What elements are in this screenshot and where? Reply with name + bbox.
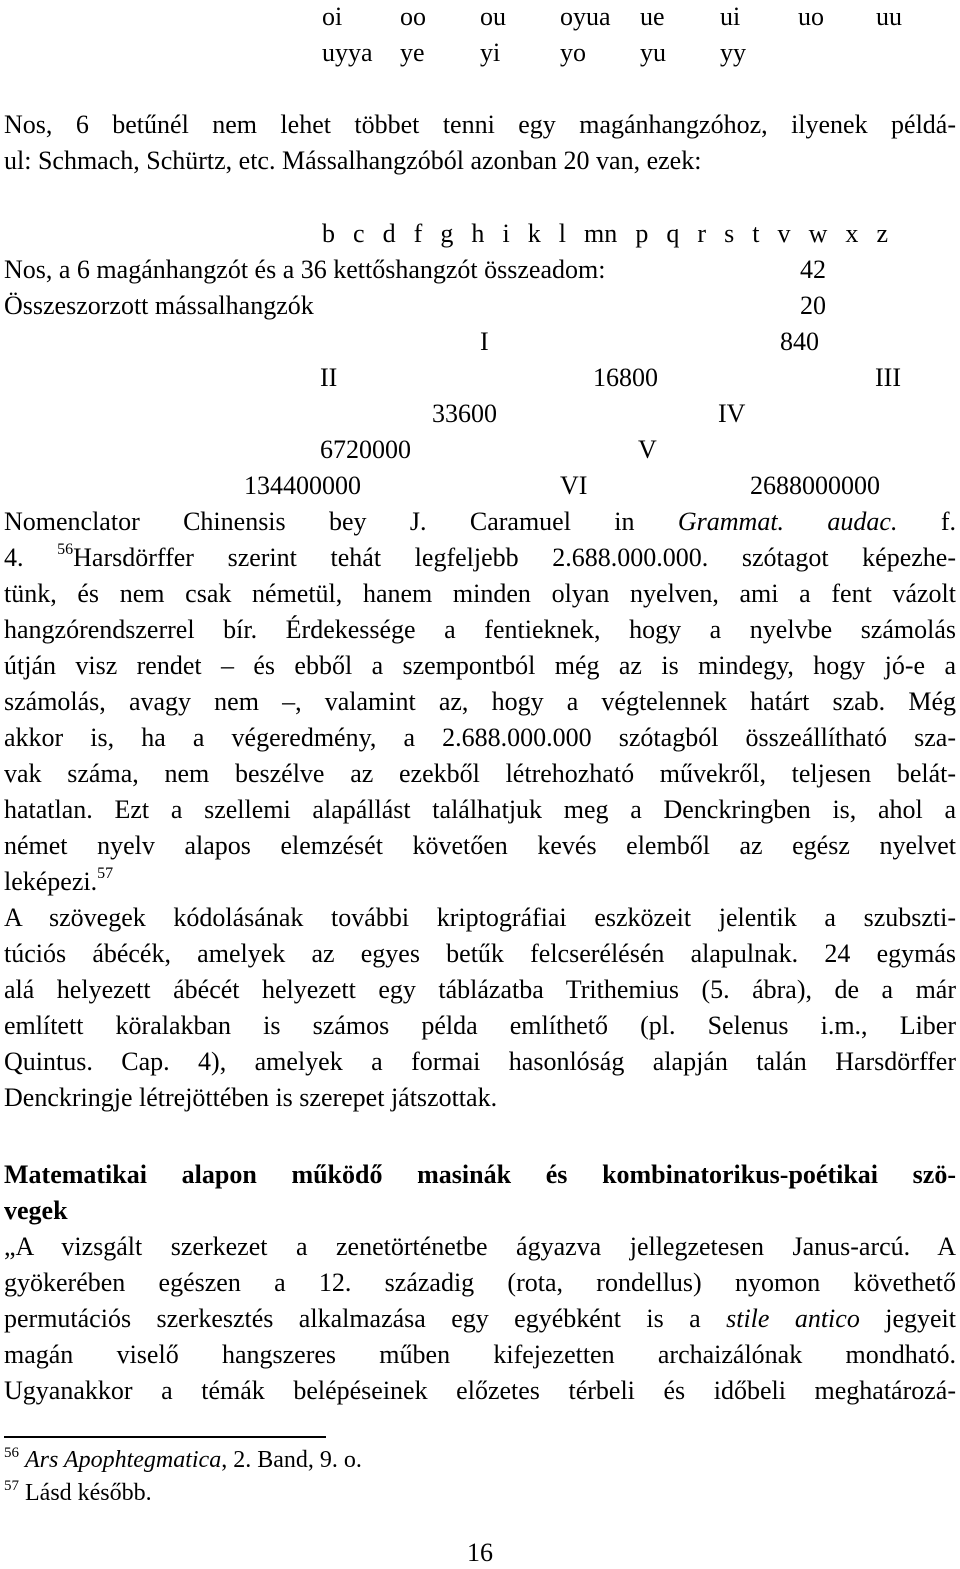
vowel-cell: oo	[400, 2, 426, 31]
text-line: Nomenclator Chinensis bey J. Caramuel in Grammat. audac. f.	[4, 507, 956, 536]
section-heading: vegek	[4, 1196, 68, 1225]
text-line: hangzórendszerrel bír. Érdekessége a fentieknek, hogy a nyelvbe számolás	[4, 615, 956, 644]
vowel-cell: uo	[798, 2, 824, 31]
text-line: túciós ábécék, amelyek az egyes betűk felcserélésén alapulnak. 24 egymás	[4, 939, 956, 968]
roman-numeral: I	[480, 327, 489, 356]
text-line: magán viselő hangszeres műben kifejezetten archaizálónak mondható.	[4, 1340, 956, 1369]
footnote-separator	[4, 1436, 326, 1438]
calc-value: 840	[780, 327, 819, 356]
text-line: Nos, 6 betűnél nem lehet többet tenni egy magánhangzóhoz, ilyenek példá-	[4, 110, 956, 139]
text-line: számolás, avagy nem –, valamint az, hogy a végtelennek határt szab. Még	[4, 687, 956, 716]
text-line: említett köralakban is számos példa említhető (pl. Selenus i.m., Liber	[4, 1011, 956, 1040]
vowel-cell: yy	[720, 38, 746, 67]
calc-value: 2688000000	[750, 471, 880, 500]
text-line: útján visz rendet – és ebből a szempontból még az is mindegy, hogy jó-e a	[4, 651, 956, 680]
footnote-ref: 57	[97, 865, 114, 882]
vowel-cell: ou	[480, 2, 506, 31]
text-line: Ugyanakkor a témák belépéseinek előzetes térbeli és időbeli meghatározá-	[4, 1376, 956, 1405]
calc-value: 6720000	[320, 435, 411, 464]
roman-numeral: V	[638, 435, 657, 464]
text-line: akkor is, ha a végeredmény, a 2.688.000.000 szótagból összeállítható sza-	[4, 723, 956, 752]
calc-value: 134400000	[244, 471, 361, 500]
text-line: gyökerében egészen a 12. századig (rota, rondellus) nyomon követhető	[4, 1268, 956, 1297]
calc-label: Nos, a 6 magánhangzót és a 36 kettőshangzót összeadom:	[4, 255, 606, 284]
vowel-cell: yo	[560, 38, 586, 67]
text-line: Denckringje létrejöttében is szerepet játszottak.	[4, 1083, 498, 1112]
calc-label: Összeszorzott mássalhangzók	[4, 291, 314, 320]
section-heading: Matematikai alapon működő masinák és kombinatorikus-poétikai szö-	[4, 1160, 956, 1189]
text-line: leképezi.$^{57}$	[4, 865, 114, 896]
calc-value: 20	[800, 291, 826, 320]
footnote: $^{57}$ Lásd később.	[4, 1478, 152, 1506]
vowel-cell: yi	[480, 38, 501, 67]
footnote-ref: 56	[57, 541, 74, 558]
text-line: ul: Schmach, Schürtz, etc. Mássalhangzóból azonban 20 van, ezek:	[4, 146, 702, 175]
text-line: tünk, és nem csak németül, hanem minden olyan nyelven, ami a fent vázolt	[4, 579, 956, 608]
calc-value: 42	[800, 255, 826, 284]
vowel-cell: oi	[322, 2, 343, 31]
text-line: vak száma, nem beszélve az ezekből létrehozható művekről, teljesen belát-	[4, 759, 956, 788]
text-line: alá helyezett ábécét helyezett egy táblázatba Trithemius (5. ábra), de a már	[4, 975, 956, 1004]
vowel-cell: ui	[720, 2, 741, 31]
page-number: 16	[467, 1538, 493, 1567]
text-line: német nyelv alapos elemzését követően kevés elemből az egész nyelvet	[4, 831, 956, 860]
text-line: A szövegek kódolásának további kriptográfiai eszközeit jelentik a szubszti-	[4, 903, 956, 932]
vowel-cell: uu	[876, 2, 902, 31]
calc-value: 16800	[593, 363, 658, 392]
vowel-cell: ye	[400, 38, 425, 67]
text-line: permutációs szerkesztés alkalmazása egy egyébként is a stile antico jegyeit	[4, 1304, 956, 1333]
text-line: 4. $^{56}$Harsdörffer szerint tehát legfeljebb 2.688.000.000. szótagot képezhe-	[4, 541, 956, 572]
footnote: $^{56}$ Ars Apophtegmatica, 2. Band, 9. o.	[4, 1445, 362, 1473]
roman-numeral: VI	[560, 471, 588, 500]
roman-numeral: IV	[718, 399, 746, 428]
text-line: hatatlan. Ezt a szellemi alapállást találhatjuk meg a Denckringben is, ahol a	[4, 795, 956, 824]
roman-numeral: II	[320, 363, 338, 392]
vowel-cell: oyua	[560, 2, 611, 31]
calc-value: 33600	[432, 399, 497, 428]
vowel-cell: uyya	[322, 38, 373, 67]
roman-numeral: III	[875, 363, 901, 392]
text-line: Quintus. Cap. 4), amelyek a formai hasonlóság alapján talán Harsdörffer	[4, 1047, 956, 1076]
consonant-list: b c d f g h i k l mn p q r s t v w x z	[322, 219, 888, 248]
vowel-cell: yu	[640, 38, 666, 67]
vowel-cell: ue	[640, 2, 665, 31]
text-line: „A vizsgált szerkezet a zenetörténetbe ágyazva jellegzetesen Janus-arcú. A	[4, 1232, 956, 1261]
